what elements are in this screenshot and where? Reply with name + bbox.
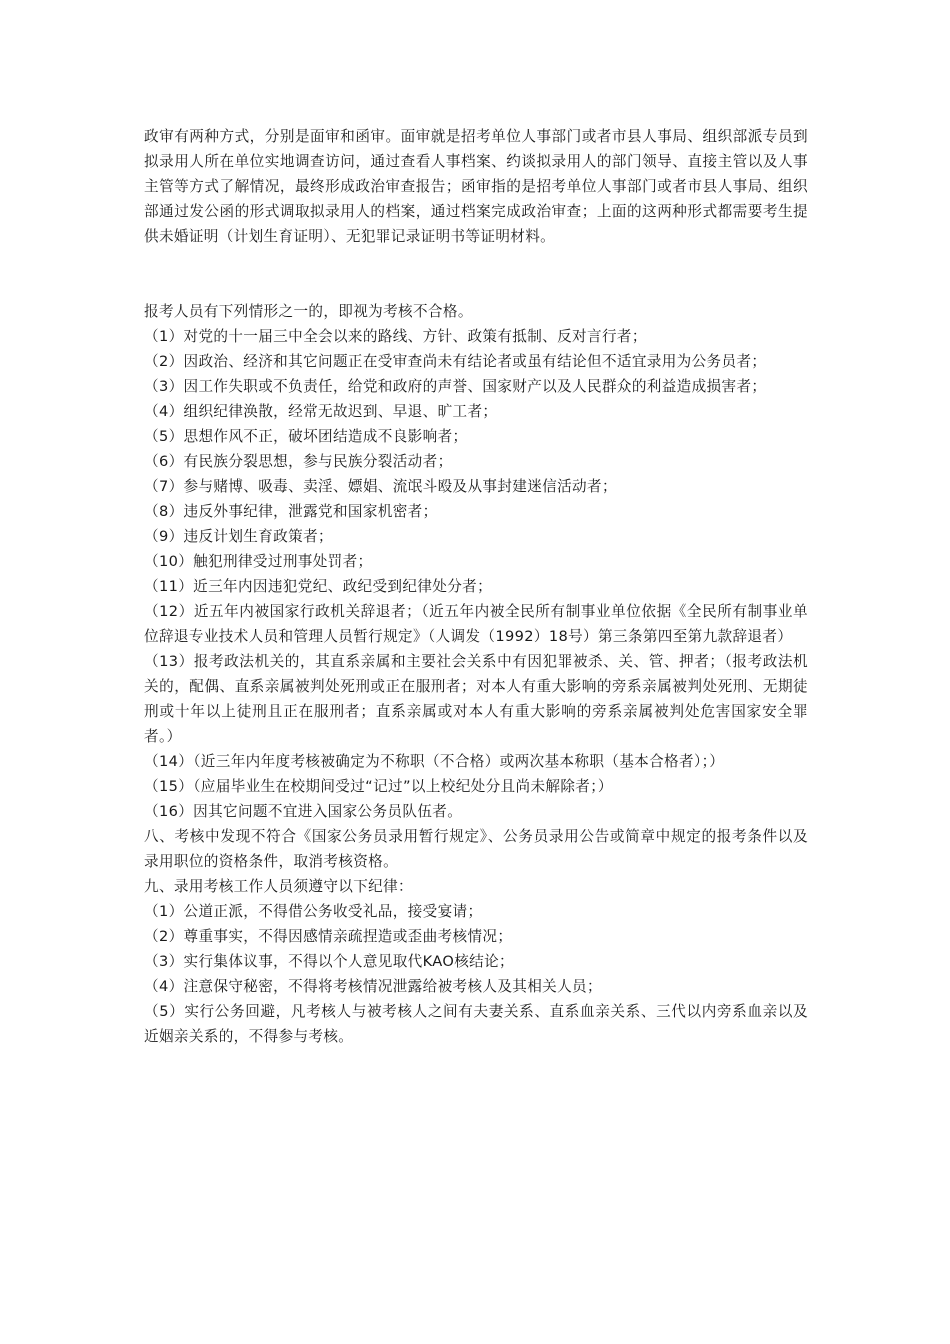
list-item: （1）对党的十一届三中全会以来的路线、方针、政策有抵制、反对言行者； [144,328,647,345]
paragraph-spacer [144,249,808,299]
list-item: （6）有民族分裂思想，参与民族分裂活动者； [144,453,453,470]
list-item: （16）因其它问题不宜进入国家公务员队伍者。 [144,803,463,820]
list-item: （5）思想作风不正，破坏团结造成不良影响者； [144,428,468,445]
list-item: （13）报考政法机关的，其直系亲属和主要社会关系中有因犯罪被杀、关、管、押者；（报考政法机关的，配偶、直系亲属被判处死刑或正在服刑者；对本人有重大影响的旁系亲属被判处死刑、无期徒刑或十年以上徒刑且正在服刑者；直系亲属或对本人有重大影响的旁系亲属被判处危害国家安全罪者。） [144,653,808,745]
list-item: （3）因工作失职或不负责任，给党和政府的声誉、国家财产以及人民群众的利益造成损害者； [144,378,767,395]
list-item: （14）（近三年内年度考核被确定为不称职（不合格）或两次基本称职（基本合格者）；） [144,753,725,770]
assessment-intro: 报考人员有下列情形之一的，即视为考核不合格。 [144,303,473,320]
list-item: （2）尊重事实，不得因感情亲疏捏造或歪曲考核情况； [144,928,513,945]
list-item: （3）实行集体议事，不得以个人意见取代KAO核结论； [144,953,514,970]
list-item: （15）（应届毕业生在校期间受过“记过”以上校纪处分且尚未解除者；） [144,778,613,795]
list-item: （11）近三年内因违犯党纪、政纪受到纪律处分者； [144,578,493,595]
list-item: （1）公道正派，不得借公务收受礼品，接受宴请； [144,903,483,920]
list-item: （9）违反计划生育政策者； [144,528,333,545]
list-item: （10）触犯刑律受过刑事处罚者； [144,553,373,570]
list-item: （2）因政治、经济和其它问题正在受审查尚未有结论者或虽有结论但不适宜录用为公务员者； [144,353,767,370]
list-item: （12）近五年内被国家行政机关辞退者；（近五年内被全民所有制事业单位依据《全民所有制事业单位辞退专业技术人员和管理人员暂行规定》（人调发（1992）18号）第三条第四至第九款辞退者） [144,603,808,645]
list-item: （5）实行公务回避，凡考核人与被考核人之间有夫妻关系、直系血亲关系、三代以内旁系血亲以及近姻亲关系的，不得参与考核。 [144,1003,808,1045]
section-eight: 八、考核中发现不符合《国家公务员录用暂行规定》、公务员录用公告或简章中规定的报考条件以及录用职位的资格条件，取消考核资格。 [144,828,808,870]
political-review-paragraph: 政审有两种方式，分别是面审和函审。面审就是招考单位人事部门或者市县人事局、组织部派专员到拟录用人所在单位实地调查访问，通过查看人事档案、约谈拟录用人的部门领导、直接主管以及人事主管等方式了解情况，最终形成政治审查报告；函审指的是招考单位人事部门或者市县人事局、组织部通过发公函的形式调取拟录用人的档案，通过档案完成政治审查；上面的这两种形式都需要考生提供未婚证明（计划生育证明）、无犯罪记录证明书等证明材料。 [144,128,808,245]
list-item: （7）参与赌博、吸毒、卖淫、嫖娼、流氓斗殴及从事封建迷信活动者； [144,478,617,495]
list-item: （8）违反外事纪律，泄露党和国家机密者； [144,503,438,520]
list-item: （4）组织纪律涣散，经常无故迟到、早退、旷工者； [144,403,498,420]
section-nine-heading: 九、录用考核工作人员须遵守以下纪律： [144,878,413,895]
list-item: （4）注意保守秘密，不得将考核情况泄露给被考核人及其相关人员； [144,978,602,995]
document-body [144,124,808,1049]
